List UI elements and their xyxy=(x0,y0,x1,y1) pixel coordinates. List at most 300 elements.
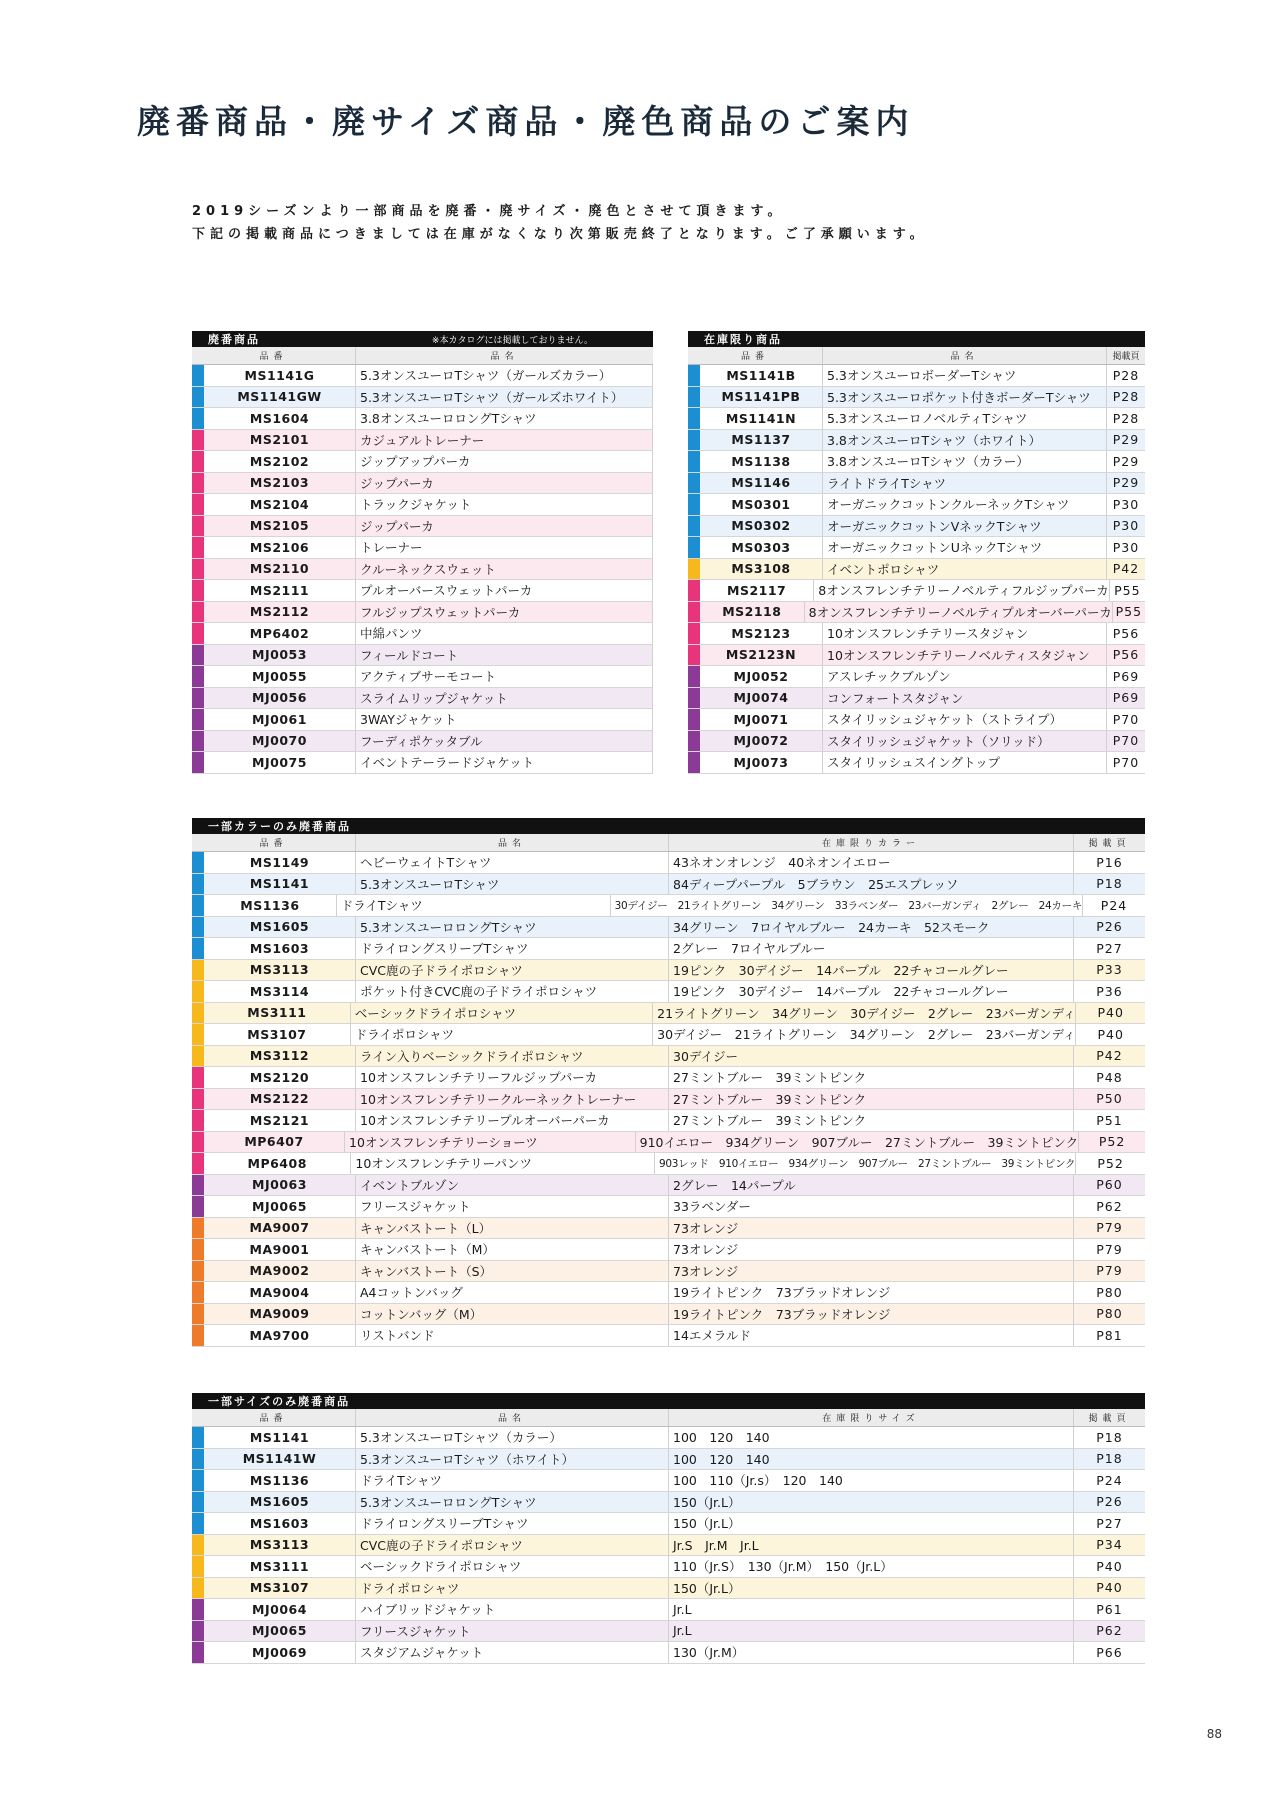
category-color-bar xyxy=(192,1153,204,1174)
category-color-bar xyxy=(192,1196,204,1217)
table-row xyxy=(192,1621,1145,1643)
category-color-bar xyxy=(192,981,204,1002)
category-color-bar xyxy=(192,917,204,938)
item-page: P55 xyxy=(1110,580,1145,601)
item-code: MS1604 xyxy=(204,408,356,429)
item-name: フィールドコート xyxy=(356,645,653,666)
item-name: ライン入りベーシックドライポロシャツ xyxy=(356,1046,669,1067)
item-code: MS1141 xyxy=(204,1427,356,1448)
category-color-bar xyxy=(192,559,204,580)
item-name: イベントポロシャツ xyxy=(823,559,1107,580)
table-row xyxy=(192,1513,1145,1535)
item-name: 5.3オンスユーロTシャツ（カラー） xyxy=(356,1427,669,1448)
item-page: P62 xyxy=(1074,1196,1145,1217)
table-note: ※本カタログには掲載しておりません。 xyxy=(431,335,593,346)
table-row xyxy=(688,580,1145,602)
item-name: 5.3オンスユーロTシャツ xyxy=(356,874,669,895)
item-name: 10オンスフレンチテリークルーネックトレーナー xyxy=(356,1089,669,1110)
item-page: P18 xyxy=(1074,1427,1145,1448)
item-name: ジップアップパーカ xyxy=(356,451,653,472)
item-code: MS1138 xyxy=(700,451,823,472)
item-name: スライムリップジャケット xyxy=(356,688,653,709)
item-page: P66 xyxy=(1074,1642,1145,1663)
col-name: 品名 xyxy=(356,1409,669,1426)
table-row xyxy=(192,1089,1145,1111)
item-name: 5.3オンスユーロボーダーTシャツ xyxy=(823,365,1107,386)
column-headers xyxy=(192,347,653,365)
category-color-bar xyxy=(192,1642,204,1663)
table-row xyxy=(192,1110,1145,1132)
item-name: ライトドライTシャツ xyxy=(823,473,1107,494)
category-color-bar xyxy=(192,1239,204,1260)
table-body xyxy=(192,852,1145,1347)
table-row xyxy=(688,666,1145,688)
item-page: P29 xyxy=(1107,451,1145,472)
item-page: P55 xyxy=(1113,602,1145,623)
item-name: ヘビーウェイトTシャツ xyxy=(356,852,669,873)
item-name: ドライポロシャツ xyxy=(351,1024,653,1045)
category-color-bar xyxy=(192,1132,204,1153)
item-page: P48 xyxy=(1074,1067,1145,1088)
item-availability: Jr.L xyxy=(669,1621,1074,1642)
table-row xyxy=(688,473,1145,495)
category-color-bar xyxy=(688,494,700,515)
table-row xyxy=(192,1282,1145,1304)
category-color-bar xyxy=(192,1218,204,1239)
item-availability: 903レッド 910イエロー 934グリーン 907ブルー 27ミントブルー 39ミントピンク xyxy=(655,1153,1076,1174)
item-code: MS2102 xyxy=(204,451,356,472)
table-row xyxy=(192,537,653,559)
table-row xyxy=(192,852,1145,874)
table-title: 一部サイズのみ廃番商品 xyxy=(208,1395,351,1408)
table-row xyxy=(688,688,1145,710)
item-name: ハイブリッドジャケット xyxy=(356,1599,669,1620)
category-color-bar xyxy=(688,516,700,537)
table-title: 廃番商品 xyxy=(208,333,260,346)
item-code: MS3113 xyxy=(204,960,356,981)
category-color-bar xyxy=(192,1067,204,1088)
intro-line-2: 下記の掲載商品につきましては在庫がなくなり次第販売終了となります。ご了承願います。 xyxy=(192,227,928,242)
category-color-bar xyxy=(192,688,204,709)
item-code: MS0303 xyxy=(700,537,823,558)
item-code: MJ0061 xyxy=(204,709,356,730)
category-color-bar xyxy=(192,1621,204,1642)
item-name: CVC鹿の子ドライポロシャツ xyxy=(356,960,669,981)
category-color-bar xyxy=(192,1599,204,1620)
table-row xyxy=(192,1218,1145,1240)
table-row xyxy=(192,1556,1145,1578)
category-color-bar xyxy=(192,645,204,666)
item-name: 3.8オンスユーロTシャツ（ホワイト） xyxy=(823,430,1107,451)
item-code: MA9001 xyxy=(204,1239,356,1260)
table-row xyxy=(688,559,1145,581)
category-color-bar xyxy=(688,623,700,644)
table-row xyxy=(192,494,653,516)
item-page: P56 xyxy=(1107,645,1145,666)
table-row xyxy=(192,1153,1145,1175)
item-code: MS1136 xyxy=(204,1470,356,1491)
intro-line-1: 2019シーズンより一部商品を廃番・廃サイズ・廃色とさせて頂きます。 xyxy=(192,204,786,219)
item-availability: 73オレンジ xyxy=(669,1239,1074,1260)
item-page: P40 xyxy=(1074,1556,1145,1577)
item-code: MS1605 xyxy=(204,917,356,938)
table-row xyxy=(192,1046,1145,1068)
item-page: P56 xyxy=(1107,623,1145,644)
table-row xyxy=(192,1003,1145,1025)
table-row xyxy=(688,623,1145,645)
size-only-table xyxy=(192,1393,1145,1664)
table-row xyxy=(192,709,653,731)
item-code: MJ0053 xyxy=(204,645,356,666)
table-row xyxy=(192,1492,1145,1514)
item-name: ドライロングスリーブTシャツ xyxy=(356,938,669,959)
item-code: MJ0069 xyxy=(204,1642,356,1663)
item-availability: 150（Jr.L） xyxy=(669,1578,1074,1599)
item-code: MJ0065 xyxy=(204,1621,356,1642)
table-row xyxy=(192,1067,1145,1089)
table-row xyxy=(192,1578,1145,1600)
table-row xyxy=(192,430,653,452)
table-header xyxy=(192,1393,1145,1409)
item-code: MS2120 xyxy=(204,1067,356,1088)
category-color-bar xyxy=(192,874,204,895)
item-name: キャンバストート（M） xyxy=(356,1239,669,1260)
item-page: P27 xyxy=(1074,1513,1145,1534)
table-row xyxy=(192,1642,1145,1664)
item-name: オーガニックコットンUネックTシャツ xyxy=(823,537,1107,558)
item-name: スタジアムジャケット xyxy=(356,1642,669,1663)
item-availability: 110（Jr.S） 130（Jr.M） 150（Jr.L） xyxy=(669,1556,1074,1577)
item-name: 5.3オンスユーロTシャツ（ガールズカラー） xyxy=(356,365,653,386)
category-color-bar xyxy=(192,1282,204,1303)
item-availability: 43ネオンオレンジ 40ネオンイエロー xyxy=(669,852,1074,873)
category-color-bar xyxy=(688,559,700,580)
item-code: MS1141W xyxy=(204,1449,356,1470)
table-row xyxy=(192,1132,1145,1154)
item-name: 10オンスフレンチテリーショーツ xyxy=(345,1132,636,1153)
category-color-bar xyxy=(192,1449,204,1470)
category-color-bar xyxy=(192,709,204,730)
item-availability: 19ピンク 30デイジー 14パープル 22チャコールグレー xyxy=(669,981,1074,1002)
item-code: MJ0064 xyxy=(204,1599,356,1620)
category-color-bar xyxy=(192,537,204,558)
category-color-bar xyxy=(192,1110,204,1131)
table-row xyxy=(192,559,653,581)
table-row xyxy=(688,709,1145,731)
table-row xyxy=(688,731,1145,753)
table-row xyxy=(688,387,1145,409)
item-availability: 84ディープパープル 5ブラウン 25エスプレッソ xyxy=(669,874,1074,895)
item-name: コットンバッグ（M） xyxy=(356,1304,669,1325)
item-code: MA9007 xyxy=(204,1218,356,1239)
intro-text xyxy=(192,200,928,246)
item-page: P42 xyxy=(1107,559,1145,580)
table-row xyxy=(192,1261,1145,1283)
item-code: MP6408 xyxy=(204,1153,351,1174)
item-availability: 910イエロー 934グリーン 907ブルー 27ミントブルー 39ミントピンク xyxy=(636,1132,1080,1153)
item-availability: 2グレー 14パープル xyxy=(669,1175,1074,1196)
category-color-bar xyxy=(192,602,204,623)
item-code: MJ0052 xyxy=(700,666,823,687)
item-page: P26 xyxy=(1074,1492,1145,1513)
item-name: 5.3オンスユーロTシャツ（ガールズホワイト） xyxy=(356,387,653,408)
item-availability: Jr.S Jr.M Jr.L xyxy=(669,1535,1074,1556)
item-availability: 19ライトピンク 73ブラッドオレンジ xyxy=(669,1282,1074,1303)
item-name: スタイリッシュジャケット（ストライプ） xyxy=(823,709,1107,730)
item-name: ドライロングスリーブTシャツ xyxy=(356,1513,669,1534)
item-name: フーディポケッタブル xyxy=(356,731,653,752)
category-color-bar xyxy=(192,430,204,451)
item-availability: 73オレンジ xyxy=(669,1261,1074,1282)
item-name: 10オンスフレンチテリーノベルティスタジャン xyxy=(823,645,1107,666)
item-code: MS2110 xyxy=(204,559,356,580)
item-availability: 130（Jr.M） xyxy=(669,1642,1074,1663)
item-code: MS1141N xyxy=(700,408,823,429)
category-color-bar xyxy=(192,1535,204,1556)
item-page: P27 xyxy=(1074,938,1145,959)
table-row xyxy=(192,1449,1145,1471)
item-availability: 19ライトピンク 73ブラッドオレンジ xyxy=(669,1304,1074,1325)
table-row xyxy=(688,494,1145,516)
item-page: P60 xyxy=(1074,1175,1145,1196)
table-row xyxy=(192,1535,1145,1557)
table-row xyxy=(192,1239,1145,1261)
category-color-bar xyxy=(688,408,700,429)
category-color-bar xyxy=(688,645,700,666)
category-color-bar xyxy=(192,1089,204,1110)
category-color-bar xyxy=(192,960,204,981)
item-code: MS1141GW xyxy=(204,387,356,408)
item-code: MS1605 xyxy=(204,1492,356,1513)
category-color-bar xyxy=(688,430,700,451)
item-availability: 100 120 140 xyxy=(669,1449,1074,1470)
item-page: P80 xyxy=(1074,1304,1145,1325)
item-availability: 150（Jr.L） xyxy=(669,1492,1074,1513)
table-row xyxy=(688,451,1145,473)
item-page: P69 xyxy=(1107,666,1145,687)
item-page: P18 xyxy=(1074,1449,1145,1470)
category-color-bar xyxy=(192,580,204,601)
item-name: ジップパーカ xyxy=(356,473,653,494)
item-availability: 73オレンジ xyxy=(669,1218,1074,1239)
item-name: ジップパーカ xyxy=(356,516,653,537)
item-page: P34 xyxy=(1074,1535,1145,1556)
item-name: オーガニックコットンVネックTシャツ xyxy=(823,516,1107,537)
table-row xyxy=(688,408,1145,430)
table-row xyxy=(192,1427,1145,1449)
category-color-bar xyxy=(192,1325,204,1346)
item-page: P70 xyxy=(1107,709,1145,730)
table-row xyxy=(192,387,653,409)
item-name: クルーネックスウェット xyxy=(356,559,653,580)
category-color-bar xyxy=(192,473,204,494)
item-code: MS3107 xyxy=(204,1578,356,1599)
col-code: 品番 xyxy=(192,834,356,851)
item-availability: 21ライトグリーン 34グリーン 30デイジー 2グレー 23バーガンディ xyxy=(653,1003,1076,1024)
item-page: P40 xyxy=(1076,1024,1145,1045)
item-name: 3WAYジャケット xyxy=(356,709,653,730)
item-name: ドライTシャツ xyxy=(337,895,611,916)
item-code: MS1603 xyxy=(204,938,356,959)
table-row xyxy=(192,938,1145,960)
item-page: P69 xyxy=(1107,688,1145,709)
item-code: MS1137 xyxy=(700,430,823,451)
item-page: P28 xyxy=(1107,387,1145,408)
item-name: キャンバストート（L） xyxy=(356,1218,669,1239)
item-code: MJ0073 xyxy=(700,752,823,773)
col-name: 品名 xyxy=(823,347,1107,364)
item-code: MS3108 xyxy=(700,559,823,580)
item-availability: 30デイジー xyxy=(669,1046,1074,1067)
item-name: 5.3オンスユーロノベルティTシャツ xyxy=(823,408,1107,429)
item-code: MA9009 xyxy=(204,1304,356,1325)
item-page: P62 xyxy=(1074,1621,1145,1642)
category-color-bar xyxy=(192,1003,204,1024)
item-availability: 34グリーン 7ロイヤルブルー 24カーキ 52スモーク xyxy=(669,917,1074,938)
col-page: 掲載頁 xyxy=(1112,352,1140,362)
item-page: P79 xyxy=(1074,1218,1145,1239)
table-row xyxy=(192,1304,1145,1326)
category-color-bar xyxy=(192,1024,204,1045)
table-row xyxy=(688,365,1145,387)
item-name: CVC鹿の子ドライポロシャツ xyxy=(356,1535,669,1556)
item-availability: 2グレー 7ロイヤルブルー xyxy=(669,938,1074,959)
table-row xyxy=(192,1599,1145,1621)
item-code: MS2122 xyxy=(204,1089,356,1110)
item-code: MS2112 xyxy=(204,602,356,623)
category-color-bar xyxy=(192,623,204,644)
table-row xyxy=(688,537,1145,559)
item-availability: 27ミントブルー 39ミントピンク xyxy=(669,1089,1074,1110)
item-code: MS2121 xyxy=(204,1110,356,1131)
column-headers xyxy=(192,1409,1145,1427)
item-name: 中綿パンツ xyxy=(356,623,653,644)
table-header xyxy=(688,331,1145,347)
item-name: A4コットンバッグ xyxy=(356,1282,669,1303)
item-name: プルオーバースウェットパーカ xyxy=(356,580,653,601)
item-code: MS0302 xyxy=(700,516,823,537)
item-code: MS1141 xyxy=(204,874,356,895)
item-code: MS0301 xyxy=(700,494,823,515)
item-code: MS3114 xyxy=(204,981,356,1002)
table-row xyxy=(192,1470,1145,1492)
item-name: ベーシックドライポロシャツ xyxy=(356,1556,669,1577)
item-name: 5.3オンスユーロポケット付きボーダーTシャツ xyxy=(823,387,1107,408)
category-color-bar xyxy=(688,580,700,601)
item-availability: 100 120 140 xyxy=(669,1427,1074,1448)
category-color-bar xyxy=(192,1046,204,1067)
item-code: MA9700 xyxy=(204,1325,356,1346)
item-code: MS2106 xyxy=(204,537,356,558)
table-row xyxy=(192,451,653,473)
item-availability: 30デイジー 21ライトグリーン 34グリーン 2グレー 23バーガンディ xyxy=(653,1024,1076,1045)
item-page: P51 xyxy=(1074,1110,1145,1131)
item-availability: 30デイジー 21ライトグリーン 34グリーン 33ラベンダー 23バーガンディ 2グレー 24カーキ xyxy=(611,895,1083,916)
item-page: P70 xyxy=(1107,731,1145,752)
category-color-bar xyxy=(192,852,204,873)
item-name: フルジップスウェットパーカ xyxy=(356,602,653,623)
item-name: 8オンスフレンチテリーノベルティプルオーバーパーカ xyxy=(805,602,1113,623)
table-row xyxy=(192,752,653,774)
item-name: アスレチックブルゾン xyxy=(823,666,1107,687)
category-color-bar xyxy=(192,1427,204,1448)
item-name: 10オンスフレンチテリースタジャン xyxy=(823,623,1107,644)
table-header xyxy=(192,331,653,347)
item-code: MS1149 xyxy=(204,852,356,873)
page-number: 88 xyxy=(1206,1727,1222,1741)
item-code: MS2123 xyxy=(700,623,823,644)
category-color-bar xyxy=(688,451,700,472)
item-page: P79 xyxy=(1074,1239,1145,1260)
category-color-bar xyxy=(192,1470,204,1491)
item-name: 10オンスフレンチテリーパンツ xyxy=(351,1153,655,1174)
table-row xyxy=(192,960,1145,982)
table-row xyxy=(192,602,653,624)
category-color-bar xyxy=(192,1556,204,1577)
item-name: ポケット付きCVC鹿の子ドライポロシャツ xyxy=(356,981,669,1002)
item-code: MS1141PB xyxy=(700,387,823,408)
item-name: 3.8オンスユーロTシャツ（カラー） xyxy=(823,451,1107,472)
item-code: MS3111 xyxy=(204,1556,356,1577)
item-availability: 33ラベンダー xyxy=(669,1196,1074,1217)
col-code: 品番 xyxy=(192,1409,356,1426)
item-code: MS3113 xyxy=(204,1535,356,1556)
table-row xyxy=(192,408,653,430)
table-row xyxy=(192,895,1145,917)
item-code: MS2103 xyxy=(204,473,356,494)
table-row xyxy=(192,645,653,667)
item-code: MS1146 xyxy=(700,473,823,494)
item-name: 10オンスフレンチテリーフルジップパーカ xyxy=(356,1067,669,1088)
category-color-bar xyxy=(192,408,204,429)
stock-only-table xyxy=(688,331,1145,774)
item-code: MP6402 xyxy=(204,623,356,644)
category-color-bar xyxy=(688,365,700,386)
category-color-bar xyxy=(688,709,700,730)
item-name: アクティブサーモコート xyxy=(356,666,653,687)
item-availability: 14エメラルド xyxy=(669,1325,1074,1346)
item-page: P52 xyxy=(1079,1132,1145,1153)
category-color-bar xyxy=(192,1175,204,1196)
item-code: MJ0074 xyxy=(700,688,823,709)
category-color-bar xyxy=(192,365,204,386)
col-name: 品名 xyxy=(356,834,669,851)
item-code: MS2118 xyxy=(700,602,805,623)
item-page: P28 xyxy=(1107,365,1145,386)
item-name: イベントテーラードジャケット xyxy=(356,752,653,773)
item-name: カジュアルトレーナー xyxy=(356,430,653,451)
item-name: スタイリッシュスイングトップ xyxy=(823,752,1107,773)
table-row xyxy=(192,1196,1145,1218)
table-row xyxy=(192,1024,1145,1046)
item-availability: 150（Jr.L） xyxy=(669,1513,1074,1534)
table-row xyxy=(688,602,1145,624)
item-page: P80 xyxy=(1074,1282,1145,1303)
item-name: イベントブルゾン xyxy=(356,1175,669,1196)
col-code: 品番 xyxy=(192,347,356,364)
item-availability: 100 110（Jr.s） 120 140 xyxy=(669,1470,1074,1491)
category-color-bar xyxy=(192,451,204,472)
item-name: ベーシックドライポロシャツ xyxy=(351,1003,653,1024)
table-row xyxy=(192,666,653,688)
category-color-bar xyxy=(192,895,204,916)
category-color-bar xyxy=(688,537,700,558)
item-name: オーガニックコットンクルーネックTシャツ xyxy=(823,494,1107,515)
item-name: ドライTシャツ xyxy=(356,1470,669,1491)
category-color-bar xyxy=(192,1492,204,1513)
category-color-bar xyxy=(688,387,700,408)
item-page: P24 xyxy=(1074,1470,1145,1491)
